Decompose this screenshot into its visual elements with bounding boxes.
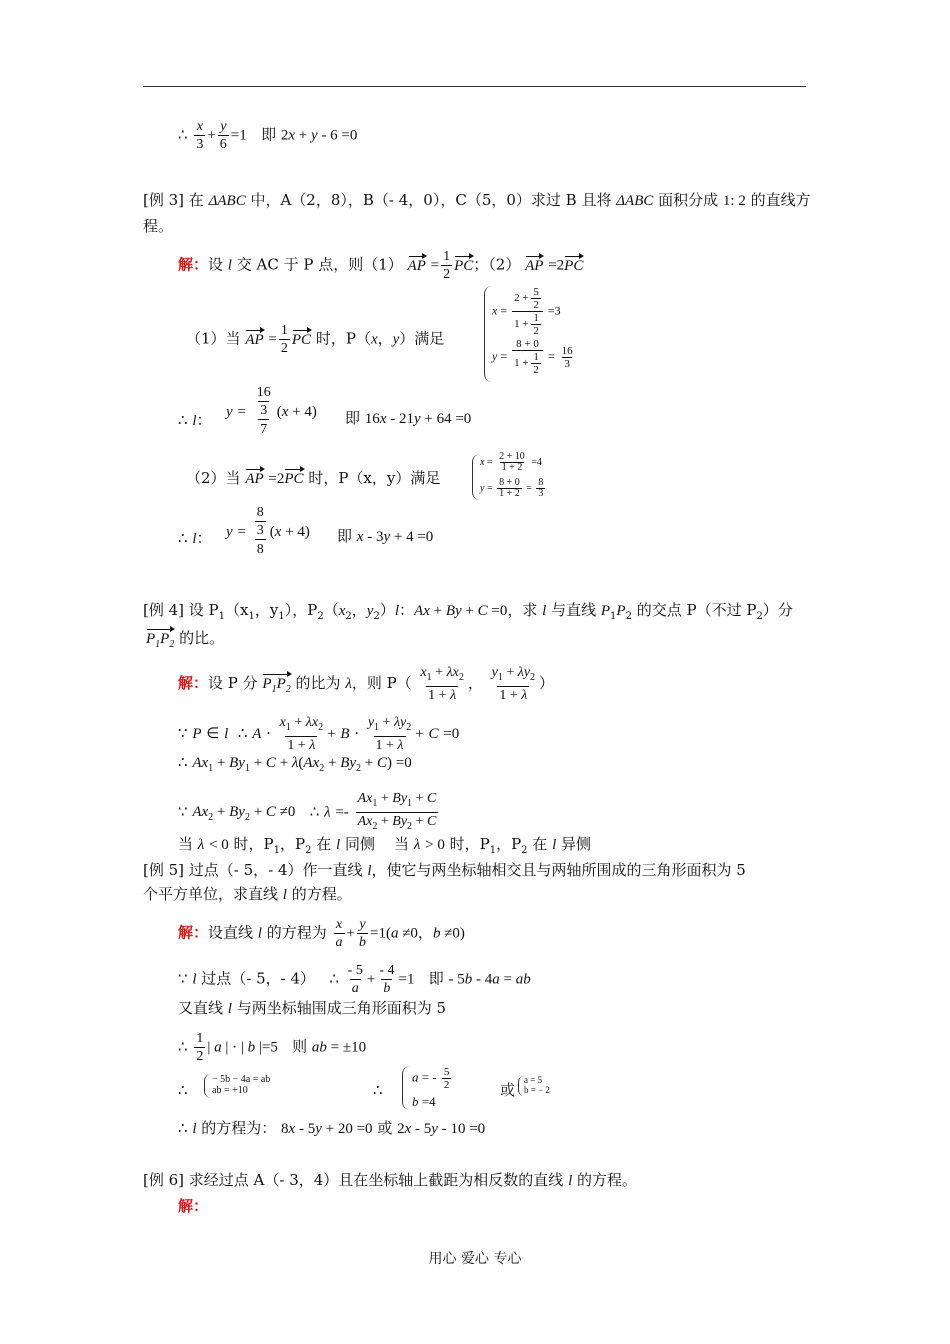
example-3-case-1: （1）当 AP = $\frac{1}{2}$ PC 时，P（x，y）满足 bbox=[186, 323, 445, 356]
solution-label: 解： bbox=[178, 673, 209, 692]
solution-label: 解： bbox=[178, 923, 209, 942]
example-3-line-1-eq: 即 16x - 21y + 64 =0 bbox=[345, 409, 472, 427]
example-5-title: [例 5] 过点（- 5，- 4）作一直线 l，使它与两坐标轴相交且与两轴所围成的三角形面积为 5 bbox=[143, 861, 746, 879]
example-4-step-2: ∴ $Ax_1 + By_1 + C + \lambda(Ax_2 + By_2 + C) =0$ bbox=[178, 755, 412, 774]
solution-label: 解： bbox=[178, 255, 209, 274]
equation-line-1: ∴ $\frac{x}{3}$ + $\frac{y}{6}$ =1 即 2x + y - 6 =0 bbox=[178, 119, 358, 152]
system-brace-3 bbox=[204, 1074, 211, 1098]
system-1-y: y = 8 + 0 1 + $\frac{1}{2}$ = $\frac{16}{3}$ bbox=[492, 338, 573, 376]
system-3-eq-1: − 5b − 4a = ab bbox=[212, 1074, 271, 1085]
example-3-case-2: （2）当 AP =2PC 时，P（x，y）满足 bbox=[186, 469, 441, 487]
system-3 bbox=[212, 1074, 270, 1096]
system-4: a = - $\frac{5}{2}$ b =4 bbox=[412, 1066, 450, 1109]
example-5-step-2: 又直线 l 与两坐标轴围成三角形面积为 5 bbox=[178, 999, 447, 1017]
example-3-solution: 解：设 l 交 AC 于 P 点，则（1） AP = $\frac{1}{2}$ PC；（2） AP =2PC bbox=[178, 249, 584, 282]
example-3-line-1-formula: y = $\frac{\frac{16}{3}}{7}$ (x + 4) bbox=[226, 384, 317, 440]
example-5-step-4-label: ∴ bbox=[178, 1083, 188, 1099]
example-6-solution-label bbox=[178, 1196, 208, 1216]
system-2-x: x = $\frac{2 + 10}{1 + 2}$ =4 bbox=[480, 451, 542, 473]
example-3-title: [例 3] 在 ΔABC 中，A（2，8），B（- 4，0），C（5，0）求过 B 且将 ΔABC 面积分成 1: 2 的直线方 bbox=[143, 191, 811, 209]
example-5-solution: 解：设直线 l 的方程为 $\frac{x}{a}$ + $\frac{y}{b}$ =1(a ≠0，b ≠0) bbox=[178, 917, 465, 950]
system-5-eq-2: b = − 2 bbox=[524, 1085, 550, 1095]
system-5-eq-1: a = 5 bbox=[524, 1075, 543, 1085]
example-4-step-3: ∵ $Ax_2 + By_2 + C \ne 0$ ∴ λ =- $\frac{Ax_1 + By_1 + C}{Ax_2 + By_2 + C}$ bbox=[178, 790, 440, 835]
example-3-line-2: ∴ l： bbox=[178, 529, 212, 547]
page-footer: 用心 爱心 专心 bbox=[428, 1251, 522, 1267]
header-rule bbox=[143, 86, 806, 87]
system-brace-4 bbox=[402, 1066, 411, 1110]
example-6-title: [例 6] 求经过点 A（- 3，4）且在坐标轴上截距为相反数的直线 l 的方程。 bbox=[143, 1171, 638, 1189]
example-4-solution: 解：设 P 分 $P_1P_2$ 的比为 λ，则 P（ $\frac{x_1 + \lambda x_2}{1 + \lambda}$ ， $\frac{y_1 + \lambda y_2}{1 + \lambda}$ ） bbox=[178, 665, 555, 703]
example-5-step-4-therefore: ∴ bbox=[373, 1083, 383, 1099]
solution-label: 解： bbox=[178, 1197, 209, 1215]
example-3-title-cont: 程。 bbox=[143, 217, 174, 235]
example-3-line-2-eq: 即 x - 3y + 4 =0 bbox=[337, 527, 434, 545]
example-5-result: ∴ l 的方程为： 8x - 5y + 20 =0 或 2x - 5y - 10 =0 bbox=[178, 1119, 486, 1137]
example-4-step-1: ∵ P ∈ l ∴ A · $\frac{x_1 + \lambda x_2}{1 + \lambda}$ + B · $\frac{y_1 + \lambda y_2}{1 + \lambda}$ + C =0 bbox=[178, 715, 460, 753]
system-5 bbox=[524, 1075, 550, 1095]
or-connector: 或 bbox=[500, 1081, 516, 1099]
system-2-y: y = $\frac{8 + 0}{1 + 2}$ = $\frac{8}{3}$ bbox=[480, 477, 544, 499]
system-brace-2 bbox=[472, 454, 480, 500]
example-5-step-1: ∵ l 过点（- 5，- 4） ∴ $\frac{- 5}{a}$ + $\frac{- 4}{b}$ =1 即 - 5b - 4a = ab bbox=[178, 963, 531, 996]
system-3-eq-2: ab = +10 bbox=[212, 1085, 248, 1096]
example-4-step-4: 当 λ < 0 时，$P_1$，$P_2$ 在 l 同侧 当 λ > 0 时，$P_1$，$P_2$ 在 l 异侧 bbox=[178, 835, 592, 856]
example-3-line-1: ∴ l： bbox=[178, 411, 212, 429]
example-4-title-cont: $P_1P_2$ 的比。 bbox=[146, 628, 224, 655]
system-1-x: x = 2 + $\frac{5}{2}$ 1 + $\frac{1}{2}$ =3 bbox=[492, 286, 561, 337]
example-3-line-2-formula: y = $\frac{\frac{8}{3}}{8}$ (x + 4) bbox=[226, 504, 310, 560]
example-4-title: [例 4] 设 $P_1(x_1$，$y_1$），$P_2(x_2$，$y_2)l$：Ax + By + C =0，求 l 与直线 $P_1P_2$ 的交点 P（不过 $P_2$）分 bbox=[143, 601, 793, 622]
example-5-step-3: ∴ $\frac{1}{2}$ | a | · | b |=5 则 ab = ±10 bbox=[178, 1031, 367, 1064]
example-5-title-cont: 个平方单位，求直线 l 的方程。 bbox=[143, 885, 352, 903]
